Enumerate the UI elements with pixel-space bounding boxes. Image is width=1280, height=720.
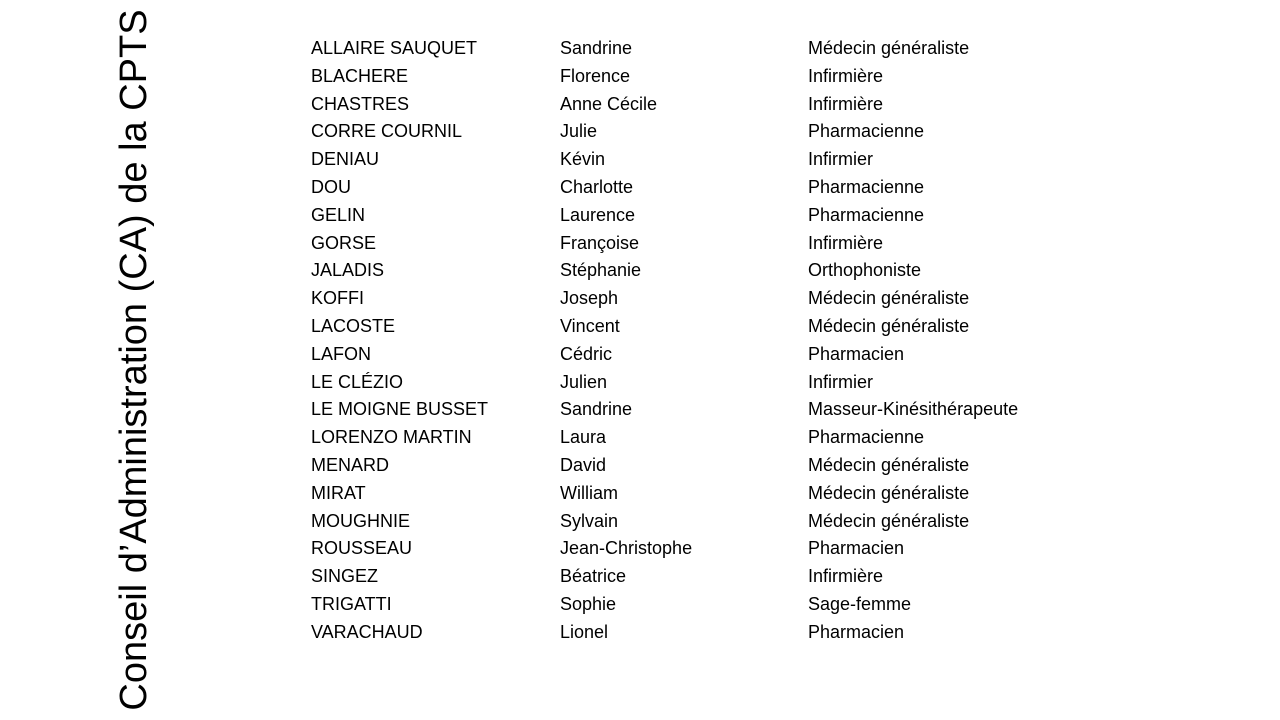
member-profession: Médecin généraliste [808,510,970,531]
member-row [311,619,1211,647]
member-profession: Pharmacienne [808,176,925,197]
member-profession: Masseur-Kinésithérapeute [808,399,1019,420]
member-last-name: LAFON [311,343,372,364]
member-profession: Sage-femme [808,593,912,614]
member-row [311,563,1211,591]
member-last-name: GORSE [311,232,377,253]
member-row [311,480,1211,508]
member-first-name: Stéphanie [560,260,642,281]
member-last-name: GELIN [311,204,366,225]
member-first-name: Joseph [560,288,619,309]
member-last-name: JALADIS [311,260,385,281]
member-row [311,424,1211,452]
member-last-name: MIRAT [311,482,366,503]
member-last-name: SINGEZ [311,566,379,587]
member-row [311,535,1211,563]
member-last-name: LACOSTE [311,315,396,336]
member-first-name: Florence [560,65,631,86]
member-first-name: Sophie [560,593,617,614]
member-last-name: MOUGHNIE [311,510,410,531]
member-row [311,63,1211,91]
member-profession: Médecin généraliste [808,454,970,475]
member-row [311,35,1211,63]
member-row [311,313,1211,341]
member-last-name: MENARD [311,454,390,475]
member-last-name: TRIGATTI [311,593,392,614]
member-row [311,369,1211,397]
member-profession: Médecin généraliste [808,288,970,309]
member-first-name: Sylvain [560,510,619,531]
member-row [311,396,1211,424]
member-last-name: DENIAU [311,149,380,170]
member-row [311,202,1211,230]
member-first-name: Lionel [560,621,609,642]
member-first-name: William [560,482,618,503]
member-profession: Médecin généraliste [808,482,970,503]
member-first-name: David [560,454,607,475]
member-row [311,257,1211,285]
member-row [311,591,1211,619]
member-first-name: Cédric [560,343,613,364]
member-first-name: Charlotte [560,176,634,197]
member-profession: Pharmacienne [808,427,925,448]
member-row [311,452,1211,480]
member-first-name: Kévin [560,149,606,170]
member-first-name: Laura [560,427,607,448]
member-first-name: Julien [560,371,608,392]
member-first-name: Françoise [560,232,640,253]
member-profession: Infirmière [808,93,884,114]
member-profession: Pharmacien [808,621,905,642]
member-last-name: VARACHAUD [311,621,423,642]
member-profession: Infirmière [808,566,884,587]
member-profession: Orthophoniste [808,260,922,281]
member-last-name: LE CLÉZIO [311,371,404,392]
member-last-name: CORRE COURNIL [311,121,463,142]
member-last-name: KOFFI [311,288,364,309]
member-first-name: Sandrine [560,38,633,58]
members-list [311,35,1211,647]
member-first-name: Vincent [560,315,620,336]
member-row [311,230,1211,258]
member-profession: Infirmière [808,232,884,253]
member-first-name: Jean-Christophe [560,538,693,559]
member-first-name: Béatrice [560,566,627,587]
member-last-name: BLACHERE [311,65,409,86]
member-profession: Infirmier [808,149,874,170]
member-first-name: Julie [560,121,598,142]
member-profession: Infirmière [808,65,884,86]
member-profession: Pharmacienne [808,121,925,142]
member-profession: Pharmacienne [808,204,925,225]
member-last-name: CHASTRES [311,93,410,114]
member-profession: Pharmacien [808,538,905,559]
member-last-name: ROUSSEAU [311,538,413,559]
member-row [311,118,1211,146]
member-row [311,508,1211,536]
member-profession: Médecin généraliste [808,38,970,58]
member-row [311,341,1211,369]
member-row [311,146,1211,174]
member-first-name: Laurence [560,204,636,225]
member-profession: Pharmacien [808,343,905,364]
member-last-name: DOU [311,176,351,197]
member-profession: Infirmier [808,371,874,392]
slide-title: Conseil d’Administration (CA) de la CPTS [113,9,155,711]
member-last-name: LE MOIGNE BUSSET [311,399,489,420]
member-row [311,91,1211,119]
member-last-name: LORENZO MARTIN [311,427,472,448]
member-first-name: Sandrine [560,399,633,420]
member-profession: Médecin généraliste [808,315,970,336]
member-last-name: ALLAIRE SAUQUET [311,38,478,58]
member-row [311,285,1211,313]
member-row [311,174,1211,202]
member-first-name: Anne Cécile [560,93,658,114]
